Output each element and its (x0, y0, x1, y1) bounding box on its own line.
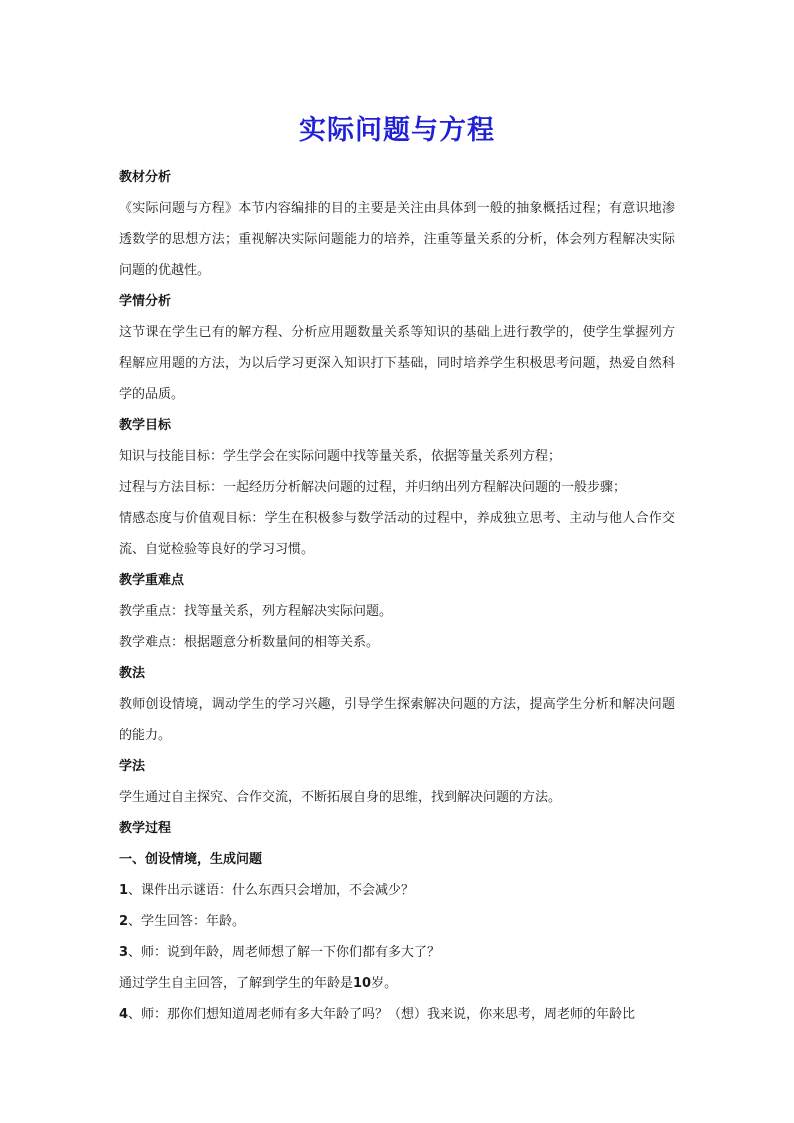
note-text-before: 通过学生自主回答，了解到学生的年龄是 (119, 976, 354, 991)
step-text: 、课件出示谜语：什么东西只会增加，不会减少？ (128, 883, 415, 898)
heading-process: 教学过程 (119, 821, 172, 836)
heading-materials: 教材分析 (119, 170, 172, 185)
document-title: 实际问题与方程 (299, 115, 495, 146)
step-number: 1 (119, 883, 129, 898)
keypoint-difficulty: 教学难点：根据题意分析数量间的相等关系。 (119, 635, 380, 650)
step-number: 3 (119, 945, 129, 960)
heading-method: 教法 (119, 666, 146, 681)
process-step (119, 906, 675, 937)
paragraph-learning: 学生通过自主探究、合作交流，不断拓展自身的思维，找到解决问题的方法。 (119, 790, 562, 805)
paragraph-students: 这节课在学生已有的解方程、分析应用题数量关系等知识的基础上进行教学的，使学生掌握列方程解应用题的方法，为以后学习更深入知识打下基础，同时培养学生积极思考问题，热爱自然科学的品质。 (119, 325, 675, 402)
step-text: 、师：说到年龄，周老师想了解一下你们都有多大了？ (128, 945, 441, 960)
step-text: 、师：那你们想知道周老师有多大年龄了吗？（想）我来说，你来思考，周老师的年龄比 (128, 1007, 636, 1022)
step-number: 2 (119, 914, 129, 929)
step-text: 、学生回答：年龄。 (128, 914, 246, 929)
process-note (119, 968, 675, 999)
goal-attitude: 情感态度与价值观目标：学生在积极参与数学活动的过程中，养成独立思考、主动与他人合作交流、自觉检验等良好的学习习惯。 (119, 511, 675, 557)
note-age: 10 (353, 976, 372, 991)
paragraph-method: 教师创设情境，调动学生的学习兴趣，引导学生探索解决问题的方法，提高学生分析和解决问题的能力。 (119, 697, 675, 743)
keypoint-focus: 教学重点：找等量关系，列方程解决实际问题。 (119, 604, 393, 619)
document-page (119, 110, 675, 1030)
process-step (119, 999, 675, 1030)
goal-knowledge: 知识与技能目标：学生学会在实际问题中找等量关系，依据等量关系列方程； (119, 449, 562, 464)
subheading-process-1: 一、创设情境，生成问题 (119, 852, 263, 867)
process-step (119, 937, 675, 968)
goal-process: 过程与方法目标：一起经历分析解决问题的过程，并归纳出列方程解决问题的一般步骤； (119, 480, 627, 495)
paragraph-materials: 《实际问题与方程》本节内容编排的目的主要是关注由具体到一般的抽象概括过程；有意识地渗透数学的思想方法；重视解决实际问题能力的培养，注重等量关系的分析，体会列方程解决实际问题的优越性。 (119, 201, 675, 278)
step-number: 4 (119, 1007, 129, 1022)
heading-students: 学情分析 (119, 294, 172, 309)
heading-goals: 教学目标 (119, 418, 172, 433)
note-text-after: 岁。 (371, 976, 398, 991)
heading-learning: 学法 (119, 759, 146, 774)
heading-keypoints: 教学重难点 (119, 573, 185, 588)
process-step (119, 875, 675, 906)
